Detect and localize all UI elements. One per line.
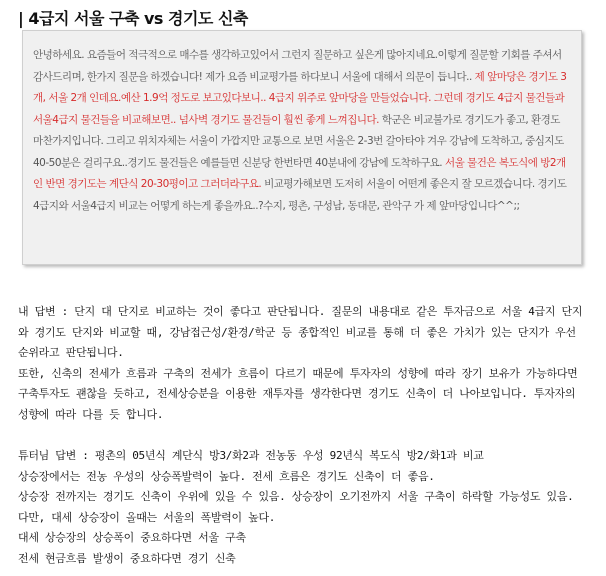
my-answer-paragraph: 내 답변 : 단지 대 단지로 비교하는 것이 좋다고 판단됩니다. 질문의 내용대로 같은 투자금으로 서울 4급지 단지와 경기도 단지와 비교할 때, 강남접근성/환경/학군 등 종합적인 비교를 통해 더 좋은 가치가 있는 단지가 우선순위라고 판단됩니다.	[18, 305, 583, 359]
answer-section	[18, 302, 584, 569]
my-answer-paragraph-2: 또한, 신축의 전세가 흐름과 구축의 전세가 흐름이 다르기 때문에 투자자의 성향에 따라 장기 보유가 가능하다면 구축투자도 괜찮을 듯하고, 전세상승분을 이용한 재투자를 생각한다면 경기도 신축이 더 나아보입니다. 투자자의 성향에 따라 다를 듯 합니다.	[18, 366, 578, 421]
question-text-3: 비교평가해보면 도저히 서울이 어떤게 좋은지 잘 모르겠습니다. 경기도 4급지와 서울4급지 비교는 어떻게 하는게 좋을까요..?수지, 평촌, 구성남, 동대문, 관악구 가 제 앞마당입니다^^;;	[33, 178, 567, 212]
tutor-answer-intro: 튜터님 답변 : 평촌의 05년식 계단식 방3/화2과 전농동 우성 92년식 복도식 방2/화1과 비교	[18, 449, 484, 462]
tutor-answer-line: 전세 현금흐름 발생이 중요하다면 경기 신축	[18, 551, 236, 565]
question-highlight-1: 제 앞마당은 경기도 3개, 서울 2개 인데요.예산 1.9억 정도로 보고있다보니.. 4급지 위주로 앞마당을 만들었습니다. 그런데 경기도 4급지 물건들과 서울4급지 물건들을 비교해보면.. 넘사벽 경기도 물건들이 훨씬 좋게 느껴집니다.	[33, 70, 567, 126]
question-highlight-2: 서울 물건은 복도식에 방2개인 반면 경기도는 계단식 20-30평이고 그러더라구요.	[33, 156, 566, 190]
question-text-1: 안녕하세요. 요즘들어 적극적으로 매수를 생각하고있어서 그런지 질문하고 싶은게 많아지네요.이렇게 질문할 기회를 주셔서 감사드리며, 한가지 질문을 하겠습니다! 제가 요즘 비교평가를 하다보니 서울에 대해서 의문이 듭니다..	[33, 49, 562, 83]
tutor-answer-line: 상승장에서는 전농 우성의 상승폭발력이 높다. 전세 흐름은 경기도 신축이 더 좋음.	[18, 469, 435, 483]
question-box	[22, 30, 582, 265]
page-title: | 4급지 서울 구축 vs 경기도 신축	[18, 9, 248, 28]
question-text-2: 학군은 비교불가로 경기도가 좋고, 환경도 마찬가지입니다. 그리고 위치자체는 서울이 가깝지만 교통으로 보면 서울은 2-3번 갈아타야 겨우 강남에 도착하고, 중심지도 40-50분은 걸리구요..경기도 물건들은 예를들면 신분당 한번타면 40분내에 강남에 도착하구요.	[33, 113, 564, 169]
tutor-answer-line: 상승장 전까지는 경기도 신축이 우위에 있을 수 있음. 상승장이 오기전까지 서울 구축이 하락할 가능성도 있음. 다만, 대세 상승장이 올때는 서울의 폭발력이 높다.	[18, 490, 574, 524]
tutor-answer-line: 대세 상승장의 상승폭이 중요하다면 서울 구축	[18, 531, 246, 544]
